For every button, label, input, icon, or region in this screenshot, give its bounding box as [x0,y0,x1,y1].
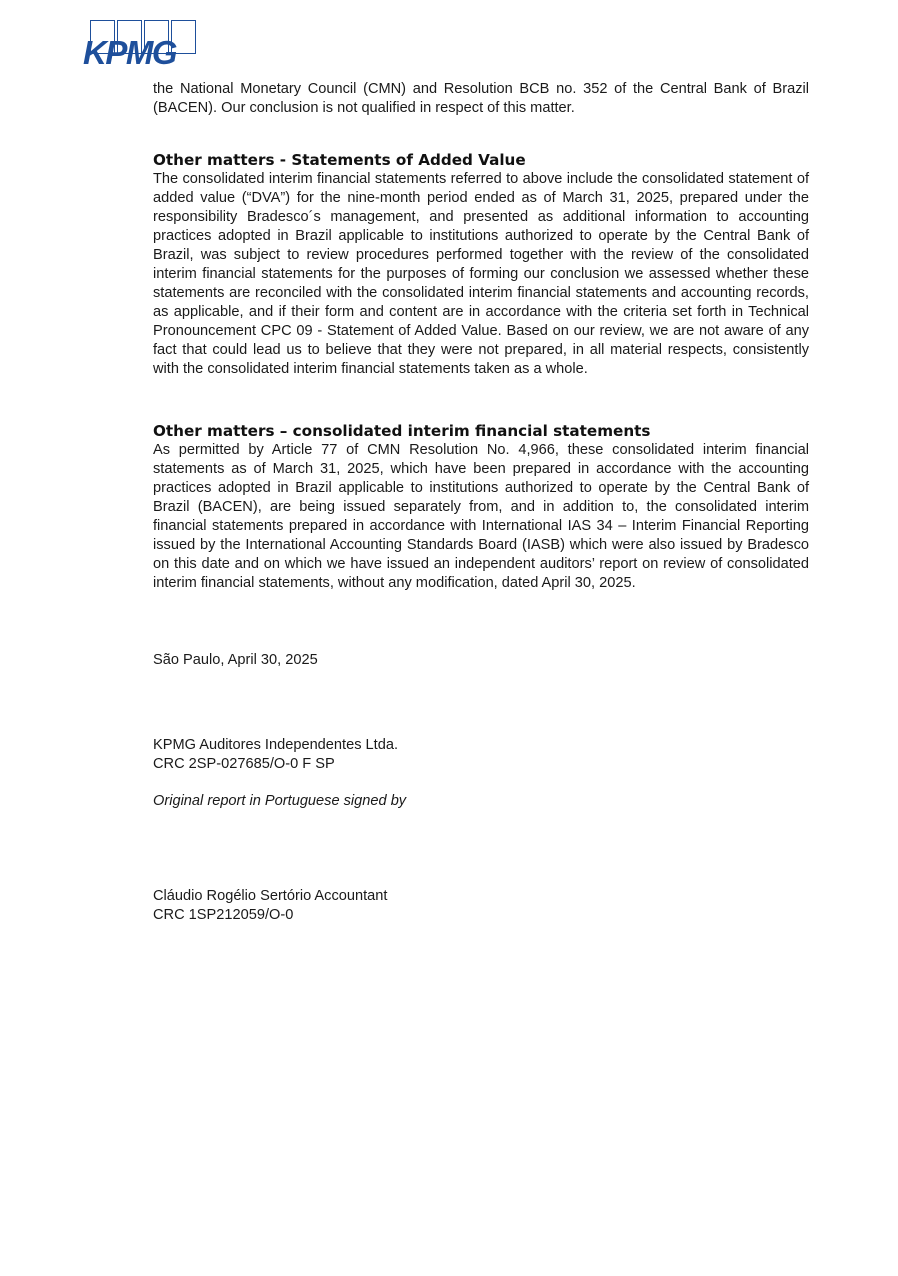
firm-name: KPMG Auditores Independentes Ltda. [153,737,399,753]
intro-paragraph: the National Monetary Council (CMN) and Resolution BCB no. 352 of the Central Bank of Brazil (BACEN). Our conclusion is not qualified in respect of this matter. [153,81,809,116]
signed-note: Original report in Portuguese signed by [153,793,407,809]
place-date: São Paulo, April 30, 2025 [153,652,318,668]
firm-crc: CRC 2SP-027685/O-0 F SP [153,756,335,772]
section-heading-added-value: Other matters - Statements of Added Value [153,151,526,169]
kpmg-logo [83,20,203,71]
section-body-added-value: The consolidated interim financial statements referred to above include the consolidated statement of added value (“DVA”) for the nine-month period ended as of March 31, 2025, prepared under the responsibility Bradesco´s management, and presented as additional information to accounting practices adopted in Brazil applicable to institutions authorized to operate by the Central Bank of Brazil, was subject to review procedures performed together with the review of the consolidated interim financial statements for the purposes of forming our conclusion we assessed whether these statements are reconciled with the consolidated interim financial statements and accounting records, as applicable, and if their form and content are in accordance with the criteria set forth in Technical Pronouncement CPC 09 - Statement of Added Value. Based on our review, we are not aware of any fact that could lead us to believe that they were not prepared, in all material respects, consistently with the consolidated interim financial statements taken as a whole. [153,171,809,377]
document-body [153,80,809,925]
section-body-consolidated: As permitted by Article 77 of CMN Resolution No. 4,966, these consolidated interim financial statements as of March 31, 2025, which have been prepared in accordance with the accounting practices adopted in Brazil applicable to institutions authorized to operate by the Central Bank of Brazil (BACEN), are being issued separately from, and in addition to, the consolidated interim financial statements prepared in accordance with International IAS 34 – Interim Financial Reporting issued by the International Accounting Standards Board (IASB) which were also issued by Bradesco on this date and on which we have issued an independent auditors’ report on review of consolidated interim financial statements, without any modification, dated April 30, 2025. [153,442,809,591]
signer-name: Cláudio Rogélio Sertório Accountant [153,888,388,904]
signer-crc: CRC 1SP212059/O-0 [153,907,294,923]
logo-text: KPMG [83,34,176,71]
section-heading-consolidated: Other matters – consolidated interim financial statements [153,422,651,440]
